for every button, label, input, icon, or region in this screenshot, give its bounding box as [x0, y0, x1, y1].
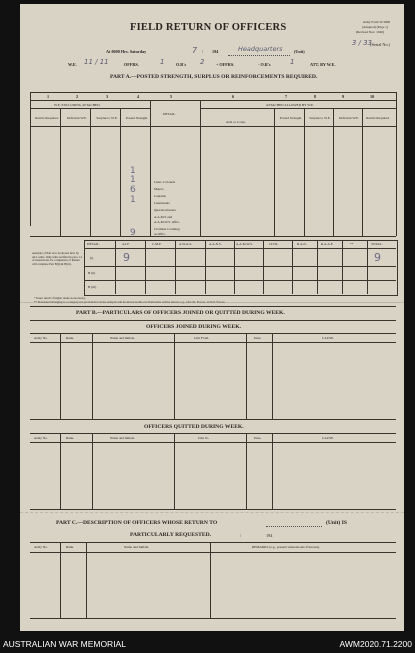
quitted-head-name: Name and Initials. [110, 436, 135, 440]
head-right-deficient: Deficient W.E. [338, 116, 360, 120]
form-adapted: (Adapted) (Page 1) [362, 25, 388, 29]
quitted-title: OFFICERS QUITTED DURING WEEK. [144, 424, 244, 430]
hand-value-3: 6 [130, 185, 136, 195]
quitted-head-cause: CAUSE. [322, 436, 334, 440]
analysis-head-civil: CIVIL. [269, 242, 279, 246]
head-posted-strength: Posted Strength. [125, 116, 149, 120]
quitted-head-date: Date. [254, 436, 262, 440]
date-slash: / [202, 49, 204, 54]
serial-label: (Serial No.) [370, 42, 390, 47]
quitted-head-army-no: Army No. [34, 436, 48, 440]
analysis-head-other: ** [350, 242, 354, 246]
col-number-10: 10 [370, 94, 375, 99]
we-label: W.E. [68, 62, 77, 67]
col-number-5: 5 [170, 94, 173, 99]
footnote-1: * Insert detail of higher ranks as necessary. [34, 296, 86, 300]
partc-head-rank: Rank. [66, 545, 75, 549]
footer-credit: AUSTRALIAN WAR MEMORIAL [3, 639, 126, 649]
analysis-note: Analysis of Part A to be shown here by ALL units. Only units notified in para. 14 of instructions for completion of Return will complete Part B(ii) & B(iii). [32, 251, 82, 266]
aif-handwritten: 9 [123, 251, 130, 264]
col-number-1: 1 [47, 94, 50, 99]
col-number-9: 9 [342, 94, 345, 99]
year-label: 194 [212, 49, 219, 54]
hand-value-4: 1 [130, 195, 136, 205]
col-number-8: 8 [314, 94, 317, 99]
joined-head-name: Name and Initials. [110, 336, 135, 340]
rank-aams: A.A.M.S and [154, 215, 173, 219]
detail-label: DETAIL. [163, 112, 176, 116]
col-number-6: 6 [232, 94, 235, 99]
analysis-head-cmf: C.M.F. [152, 242, 162, 246]
analysis-head-aif: A.I.F. [122, 242, 130, 246]
part-b-title: PART B.—PARTICULARS OF OFFICERS JOINED OR QUITTED DURING WEEK. [76, 310, 285, 316]
analysis-row-i: (i) [90, 256, 94, 260]
rank-captains: Captains [154, 194, 166, 198]
hand-value-2: 1 [130, 175, 136, 185]
plus-offrs-label: + OFFRS. [216, 62, 235, 67]
serial-handwritten: 3 / 33 [351, 39, 372, 47]
analysis-row-biii: B (iii) [88, 285, 97, 289]
col-number-2: 2 [76, 94, 79, 99]
part-a-title: PART A.—POSTED STRENGTH, SURPLUS OR REINFORCEMENTS REQUIRED. [110, 74, 318, 80]
joined-head-cause: CAUSE. [322, 336, 334, 340]
head-right-reints: Rein'ts Required. [366, 116, 390, 120]
form-title: FIELD RETURN OF OFFICERS [130, 22, 287, 33]
ors-label-1: O.R's [176, 62, 187, 67]
unit-handwritten: Headquarters [238, 45, 283, 53]
part-c-year: 194 [266, 533, 273, 538]
analysis-head-detail: DETAIL. [87, 242, 100, 246]
offrs-label: OFFRS. [124, 62, 139, 67]
partc-head-remarks: REMARKS (e.g., present whereabouts if known). [252, 545, 320, 549]
analysis-head-total: TOTAL. [371, 242, 383, 246]
att-handwritten: 1 [290, 58, 295, 66]
att-by-we-label: ATT. BY W.E. [310, 62, 336, 67]
analysis-head-ran: R.A.N. [297, 242, 307, 246]
rank-majors: Majors [154, 187, 164, 191]
analysis-head-aamws: A.A.M.W.S. [236, 242, 253, 246]
joined-head-unit-from: Unit From. [194, 336, 210, 340]
rank-aamws: A.A.M.W.S. Offrs. [154, 220, 180, 224]
at-hours-label: At 0600 Hrs. Saturday [106, 49, 147, 54]
joined-head-army-no: Army No. [34, 336, 48, 340]
joined-head-rank: Rank. [66, 336, 75, 340]
part-c-title: PART C.—DESCRIPTION OF OFFICERS WHOSE RETURN TO [56, 520, 218, 526]
hand-value-1: 1 [130, 166, 136, 176]
we-excluding-attached: W.E. EXCLUDING ATTACHED. [54, 103, 101, 107]
unit-label: (Unit) [294, 49, 305, 54]
offrs-handwritten: 1 [160, 58, 165, 66]
document-page [20, 4, 404, 631]
form-number: Army Form W.3008 [362, 20, 390, 24]
head-surplus-we: Surplus to W.E. [96, 116, 118, 120]
col-number-3: 3 [106, 94, 109, 99]
footer-accession: AWM2020.71.2200 [339, 639, 412, 649]
head-reints-required: Rein'ts Required. [35, 116, 59, 120]
part-c-unit-is: (Unit) IS [326, 520, 347, 526]
analysis-head-raaf: R.A.A.F. [321, 242, 334, 246]
analysis-head-awas: A.W.A.S. [179, 242, 193, 246]
joined-head-date: Date. [254, 336, 262, 340]
part-c-slash: / [240, 533, 242, 538]
head-right-surplus: Surplus to W.E. [309, 116, 331, 120]
rank-quartermasters: Quarter-masters [154, 208, 176, 212]
date-handwritten: 7 [192, 46, 198, 55]
footnote-2: ** Personnel belonging to a category not provided for in the analysis will be shown in this col. Particulars will be shown, e.g., 2A U.K. Forces, 12 N.Z. Forces. [34, 300, 226, 304]
analysis-row-bii: B (ii) [88, 271, 96, 275]
joined-title: OFFICERS JOINED DURING WEEK. [146, 324, 242, 330]
col-number-4: 4 [137, 94, 140, 99]
analysis-head-aans: A.A.N.S. [209, 242, 222, 246]
we-handwritten: 11 / 11 [84, 58, 109, 66]
col-number-7: 7 [285, 94, 288, 99]
attached-allowed: ATTACHED ALLOWED BY W.E. [266, 103, 314, 107]
head-right-posted-strength: Posted Strength. [279, 116, 303, 120]
rank-civilians: Civilians Counting [154, 227, 180, 231]
rank-civilians-2: as Offrs. [154, 232, 166, 236]
head-deficient-we: Deficient W.E. [66, 116, 88, 120]
partc-head-army-no: Army No. [34, 545, 48, 549]
partc-head-name: Name and Initials. [124, 545, 149, 549]
rank-lieut-colonels: Lieut.-Colonels [154, 180, 176, 184]
total-col-handwritten: 9 [374, 251, 381, 264]
form-revised: (Revised Nov. 1940) [355, 30, 384, 34]
quitted-head-unit-to: Unit To. [198, 436, 210, 440]
ors-label-2: - O.R's [258, 62, 271, 67]
part-c-requested: PARTICULARLY REQUESTED. [130, 532, 212, 538]
rank-lieutenants: Lieutenants [154, 201, 170, 205]
head-arm-or-corps: Arm or Corps. [226, 120, 246, 124]
ors-handwritten: 2 [200, 58, 205, 66]
quitted-head-rank: Rank. [66, 436, 75, 440]
total-handwritten: 9 [130, 228, 136, 238]
